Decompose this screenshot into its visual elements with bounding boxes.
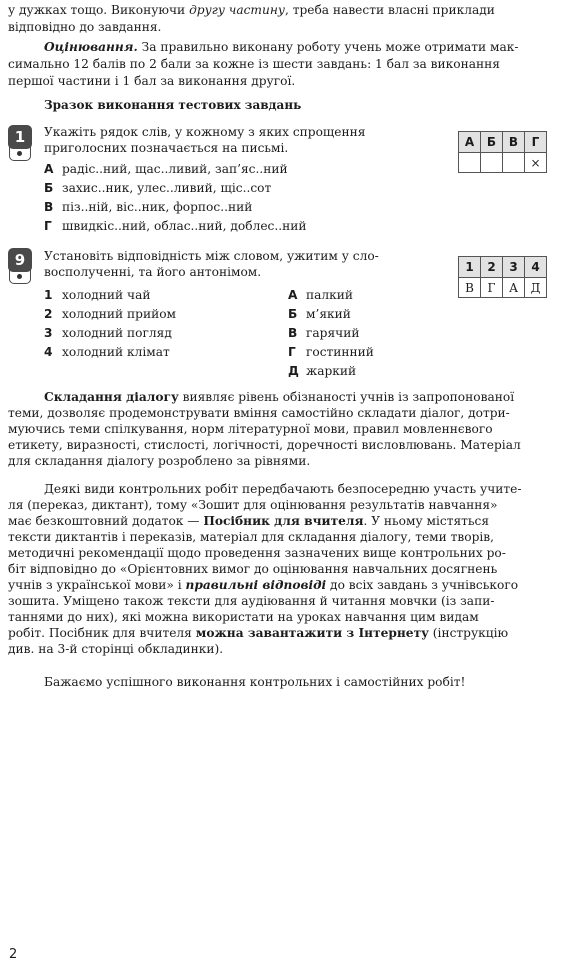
item-letter: В xyxy=(288,326,298,340)
grid-header-cell: 1 xyxy=(459,257,481,278)
grid-header-cell: Г xyxy=(525,132,547,153)
grid-answer-cell: А xyxy=(503,278,525,298)
option-text: піз..ній, віс..ник, форпос..ний xyxy=(62,200,253,214)
dialog-line: теми, дозволяє продемонструвати вміння самостійно складати діалог, дотри- xyxy=(8,406,510,420)
task-9-right-a xyxy=(288,287,353,303)
task-9-question-line-1: Установіть відповідність між словом, ужитим у сло- xyxy=(44,249,379,263)
task-9-left-1 xyxy=(44,287,150,303)
task-9-badge xyxy=(8,248,32,286)
option-text: радіс..ний, щас..ливий, зап’яс..ний xyxy=(62,162,288,176)
task-9-right-b xyxy=(288,306,351,322)
task-9-number: 9 xyxy=(8,248,32,272)
closing-text: Бажаємо успішного виконання контрольних і самостійних робіт! xyxy=(44,675,466,689)
teacher-line: тексти диктантів і переказів, матеріал для складання діалогу, теми творів, xyxy=(8,530,495,544)
task-9-left-2 xyxy=(44,306,176,322)
assessment-text: За правильно виконану роботу учень може отримати мак- xyxy=(137,40,519,54)
grid-header-cell: 4 xyxy=(525,257,547,278)
task-1-option-c xyxy=(44,199,252,215)
grid-answer-cell xyxy=(503,153,525,173)
intro-line-2 xyxy=(8,19,161,35)
task-9-left-4 xyxy=(44,344,170,360)
task-9-answer-grid xyxy=(458,256,547,298)
teacher-line xyxy=(8,625,521,641)
teacher-text: робіт. Посібник для вчителя xyxy=(8,626,196,640)
closing-line xyxy=(44,674,465,690)
task-1-option-a xyxy=(44,161,288,177)
intro-line-2-text: відповідно до завдання. xyxy=(8,20,162,34)
item-text: гарячий xyxy=(306,326,360,340)
task-1-number: 1 xyxy=(8,125,32,149)
grid-answer-cell xyxy=(481,153,503,173)
option-letter: Г xyxy=(44,219,52,233)
grid-answer-cell: Г xyxy=(481,278,503,298)
teacher-line: Деякі види контрольних робіт передбачають безпосередню участь учите- xyxy=(44,482,522,496)
item-text: холодний погляд xyxy=(62,326,172,340)
option-letter: А xyxy=(44,162,54,176)
grid-header-cell: 3 xyxy=(503,257,525,278)
item-letter: Б xyxy=(288,307,298,321)
teacher-text: (інструкцію xyxy=(428,626,509,640)
option-text: захис..ник, улес..ливий, щіс..сот xyxy=(62,181,272,195)
dialog-text: виявляє рівень обізнаності учнів із запропонованої xyxy=(178,390,515,404)
teacher-guide-title: Посібник для вчителя xyxy=(203,514,364,528)
grid-answer-cell xyxy=(459,153,481,173)
teacher-line xyxy=(8,577,521,593)
assessment-text-3: першої частини і 1 бал за виконання другої. xyxy=(8,74,296,88)
teacher-line: таннями до них), які можна використати на уроках навчання цим видам xyxy=(8,610,479,624)
teacher-download-note: можна завантажити з Інтернету xyxy=(195,626,429,640)
task-9-question xyxy=(44,248,379,280)
teacher-line: біт відповідно до «Орієнтовних вимог до оцінювання навчальних досягнень xyxy=(8,562,498,576)
option-letter: В xyxy=(44,200,54,214)
grid-answer-cell: Д xyxy=(525,278,547,298)
dialog-lead: Складання діалогу xyxy=(44,390,179,404)
dialog-line: муючись теми спілкування, норм літературної мови, правил мовленнєвого xyxy=(8,422,493,436)
item-text: жаркий xyxy=(306,364,357,378)
teacher-line: зошита. Уміщено також тексти для аудіювання й читання мовчки (із запи- xyxy=(8,594,495,608)
item-text: холодний прийом xyxy=(62,307,177,321)
dialog-line: для складання діалогу розроблено за рівнями. xyxy=(8,454,311,468)
item-letter: А xyxy=(288,288,298,302)
badge-dot xyxy=(17,151,22,156)
task-1-question-line-2: приголосних позначається на письмі. xyxy=(44,141,289,155)
teacher-line: ля (переказ, диктант), тому «Зошит для оцінювання результатів навчання» xyxy=(8,498,498,512)
item-text: гостинний xyxy=(306,345,374,359)
item-text: м’який xyxy=(306,307,351,321)
sample-heading xyxy=(44,97,301,113)
dialog-paragraph xyxy=(8,389,521,469)
grid-header-cell: 2 xyxy=(481,257,503,278)
intro-emphasis: другу частину xyxy=(189,3,285,17)
teacher-emphasis: правильні відповіді xyxy=(185,578,327,592)
sample-heading-text: Зразок виконання тестових завдань xyxy=(44,98,302,112)
teacher-line: методичні рекомендації щодо проведення зазначених вище контрольних ро- xyxy=(8,546,506,560)
task-1-question xyxy=(44,124,365,156)
item-text: холодний клімат xyxy=(62,345,170,359)
option-text: швидкіс..ний, облас..ний, доблес..ний xyxy=(62,219,307,233)
dialog-line: етикету, виразності, стислості, логічності, доречності висловлювань. Матеріал xyxy=(8,438,521,452)
task-1-badge xyxy=(8,125,32,163)
item-letter: Г xyxy=(288,345,296,359)
grid-answer-cell: В xyxy=(459,278,481,298)
item-number: 2 xyxy=(44,307,53,321)
teacher-paragraph xyxy=(8,481,521,657)
grid-header-cell: В xyxy=(503,132,525,153)
item-number: 1 xyxy=(44,288,53,302)
assessment-line-3 xyxy=(8,73,295,89)
intro-line-1 xyxy=(8,2,495,18)
task-9-right-c xyxy=(288,325,359,341)
option-letter: Б xyxy=(44,181,54,195)
task-9-question-line-2: восполученні, та його антонімом. xyxy=(44,265,262,279)
item-number: 3 xyxy=(44,326,53,340)
assessment-line-1 xyxy=(44,39,519,55)
item-letter: Д xyxy=(288,364,299,378)
task-1-option-b xyxy=(44,180,271,196)
item-text: палкий xyxy=(306,288,353,302)
grid-header-cell: Б xyxy=(481,132,503,153)
item-text: холодний чай xyxy=(62,288,151,302)
task-1-answer-grid xyxy=(458,131,547,173)
assessment-text-2: симально 12 балів по 2 бали за кожне із шести завдань: 1 бал за виконання xyxy=(8,57,500,71)
task-9-right-d xyxy=(288,344,374,360)
task-9-right-e xyxy=(288,363,356,379)
task-9-left-3 xyxy=(44,325,172,341)
teacher-line xyxy=(8,513,521,529)
item-number: 4 xyxy=(44,345,53,359)
page-number: 2 xyxy=(9,947,18,962)
grid-answer-cell: × xyxy=(525,153,547,173)
grid-header-cell: А xyxy=(459,132,481,153)
teacher-line: див. на 3-й сторінці обкладинки). xyxy=(8,642,224,656)
assessment-lead: Оцінювання. xyxy=(44,40,138,54)
assessment-line-2 xyxy=(8,56,500,72)
teacher-text: учнів з української мови» і xyxy=(8,578,186,592)
teacher-text: до всіх завдань з учнівського xyxy=(326,578,519,592)
task-1-question-line-1: Укажіть рядок слів, у кожному з яких спрощення xyxy=(44,125,366,139)
task-1-option-d xyxy=(44,218,306,234)
teacher-text: . У ньому містяться xyxy=(363,514,490,528)
teacher-text: має безкоштовний додаток — xyxy=(8,514,204,528)
intro-line-1-text: у дужках тощо. Виконуючи другу частину, треба навести власні приклади xyxy=(8,3,495,17)
badge-dot xyxy=(17,274,22,279)
